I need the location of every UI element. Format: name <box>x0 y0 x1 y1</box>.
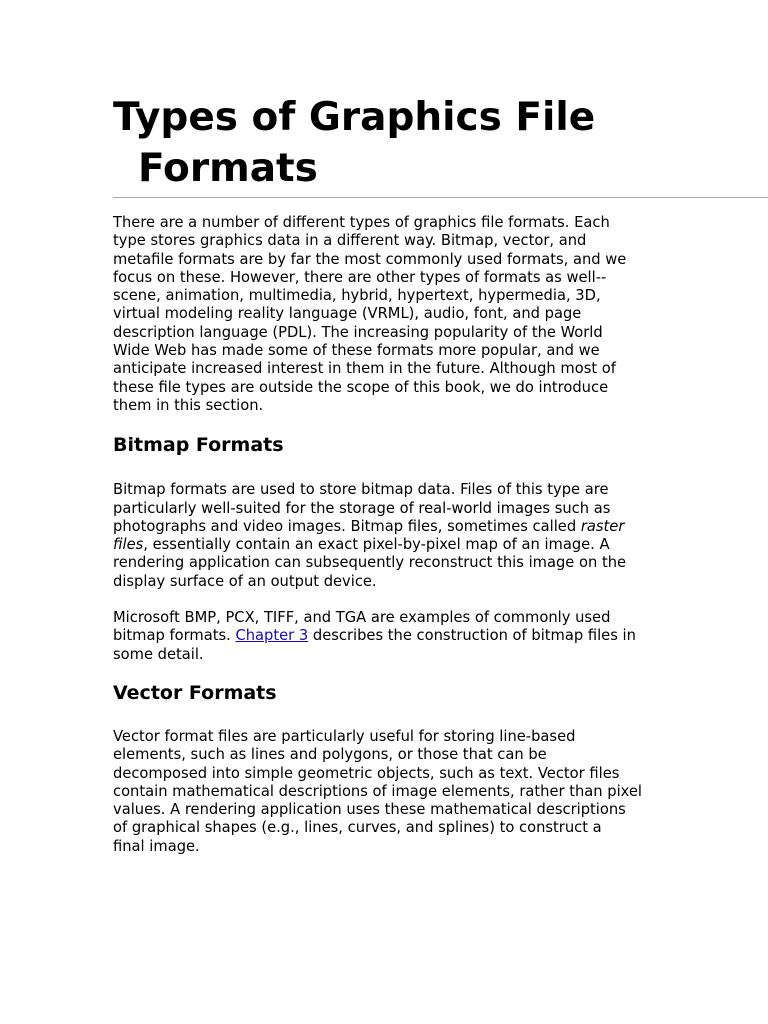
bitmap-line: particularly well-suited for the storage of real-world images such as <box>113 499 611 517</box>
article-body <box>113 214 658 856</box>
intro-paragraph <box>113 214 658 415</box>
bitmap-text: bitmap formats. <box>113 627 236 645</box>
chapter-3-link[interactable]: Chapter 3 <box>235 627 309 645</box>
files-term: files <box>113 536 144 554</box>
intro-line: type stores graphics data in a different way. Bitmap, vector, and <box>113 232 587 250</box>
bitmap-line: rendering application can subsequently reconstruct this image on the <box>113 554 627 572</box>
bitmap-line: Bitmap formats are used to store bitmap data. Files of this type are <box>113 481 609 499</box>
raster-term: raster <box>580 517 625 535</box>
vector-line: elements, such as lines and polygons, or those that can be <box>113 746 547 764</box>
intro-line: Wide Web has made some of these formats more popular, and we <box>113 342 600 360</box>
intro-line: metafile formats are by far the most commonly used formats, and we <box>113 250 627 268</box>
bitmap-line: some detail. <box>113 645 204 663</box>
section-heading-vector: Vector Formats <box>113 681 277 704</box>
title-divider <box>113 197 768 198</box>
page-title-line-1: Types of Graphics File <box>113 95 596 140</box>
vector-line: final image. <box>113 837 200 855</box>
bitmap-paragraph-1 <box>113 481 658 591</box>
bitmap-text: , essentially contain an exact pixel-by-pixel map of an image. A <box>143 536 610 554</box>
vector-line: decomposed into simple geometric objects, such as text. Vector files <box>113 764 620 782</box>
bitmap-line <box>113 518 658 536</box>
vector-line: values. A rendering application uses these mathematical descriptions <box>113 801 626 819</box>
bitmap-text: describes the construction of bitmap files in <box>308 627 636 645</box>
intro-line: these file types are outside the scope of this book, we do introduce <box>113 378 609 396</box>
bitmap-text: photographs and video images. Bitmap files, sometimes called <box>113 517 581 535</box>
bitmap-line <box>113 536 658 554</box>
intro-line: anticipate increased interest in them in the future. Although most of <box>113 360 616 378</box>
bitmap-paragraph-2 <box>113 609 658 664</box>
bitmap-line: display surface of an output device. <box>113 572 377 590</box>
vector-line: of graphical shapes (e.g., lines, curves, and splines) to construct a <box>113 819 602 837</box>
section-heading-bitmap: Bitmap Formats <box>113 434 284 457</box>
bitmap-line <box>113 627 658 645</box>
intro-line: scene, animation, multimedia, hybrid, hypertext, hypermedia, 3D, <box>113 287 601 305</box>
page-title <box>113 92 595 194</box>
intro-line: description language (PDL). The increasing popularity of the World <box>113 323 603 341</box>
page-title-line-2: Formats <box>138 146 318 191</box>
vector-line: Vector format files are particularly useful for storing line-based <box>113 727 576 745</box>
intro-line: them in this section. <box>113 396 264 414</box>
intro-line: virtual modeling reality language (VRML), audio, font, and page <box>113 305 582 323</box>
intro-line: There are a number of different types of graphics file formats. Each <box>113 214 610 231</box>
vector-paragraph <box>113 728 658 856</box>
vector-line: contain mathematical descriptions of image elements, rather than pixel <box>113 782 643 800</box>
intro-line: focus on these. However, there are other types of formats as well-- <box>113 268 607 286</box>
bitmap-line: Microsoft BMP, PCX, TIFF, and TGA are examples of commonly used <box>113 609 611 627</box>
